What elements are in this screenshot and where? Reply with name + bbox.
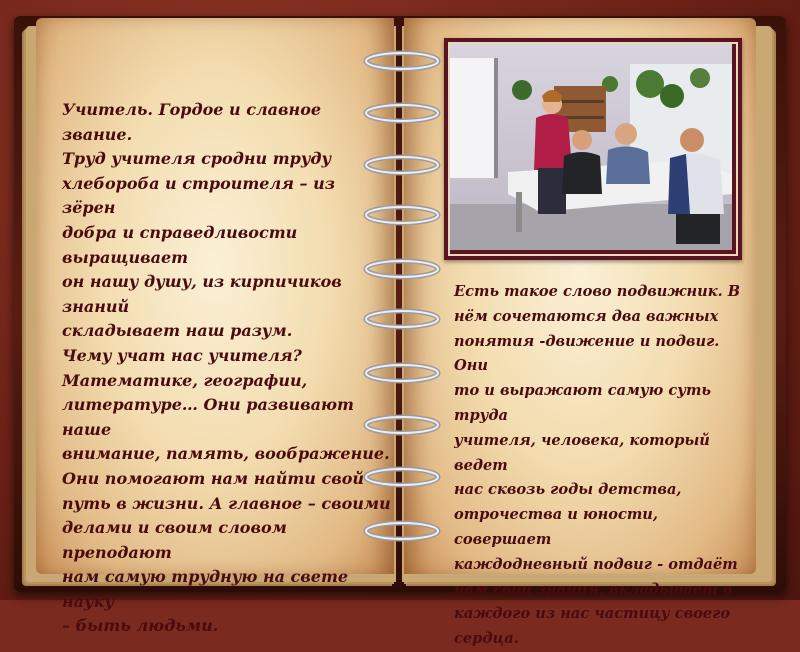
classroom-photo — [448, 42, 738, 256]
left-page — [36, 18, 394, 636]
binding-ring-icon — [362, 464, 442, 490]
classroom-photo-image — [450, 44, 732, 250]
classroom-photo-frame — [444, 38, 742, 260]
right-page-text: Есть такое слово подвижник. В нём сочетаются два важных понятия -движение и подвиг. Они то и выражают самую суть труда учителя, человека, который ведет нас сквозь годы детства, отрочества и юности, совершает каждодневный подвиг - отдаёт нам свои знания, вкладывает в каждого из нас частицу своего сердца. — [454, 283, 741, 648]
binding-ring-icon — [362, 100, 442, 126]
binding-ring-icon — [362, 360, 442, 386]
binding-ring-icon — [362, 152, 442, 178]
binding-ring-icon — [362, 256, 442, 282]
left-page-text: Учитель. Гордое и славное звание. Труд учителя сродни труду хлебороба и строителя – из зёрен добра и справедливости выращивает он нашу душу, из кирпичиков знаний складывает наш разум. Чему учат нас учителя? Математике, географии, литературе… Они развивают наше внимание, память, воображение. Они помогают нам найти свой путь в жизни. А главное – своими делами и своим словом преподают нам самую трудную на свете науку – быть людьми. — [62, 100, 391, 636]
binding-ring-icon — [362, 48, 442, 74]
right-page — [404, 18, 756, 648]
binding-ring-icon — [362, 412, 442, 438]
binding-ring-icon — [362, 518, 442, 544]
binding-ring-icon — [362, 306, 442, 332]
binding-ring-icon — [362, 202, 442, 228]
